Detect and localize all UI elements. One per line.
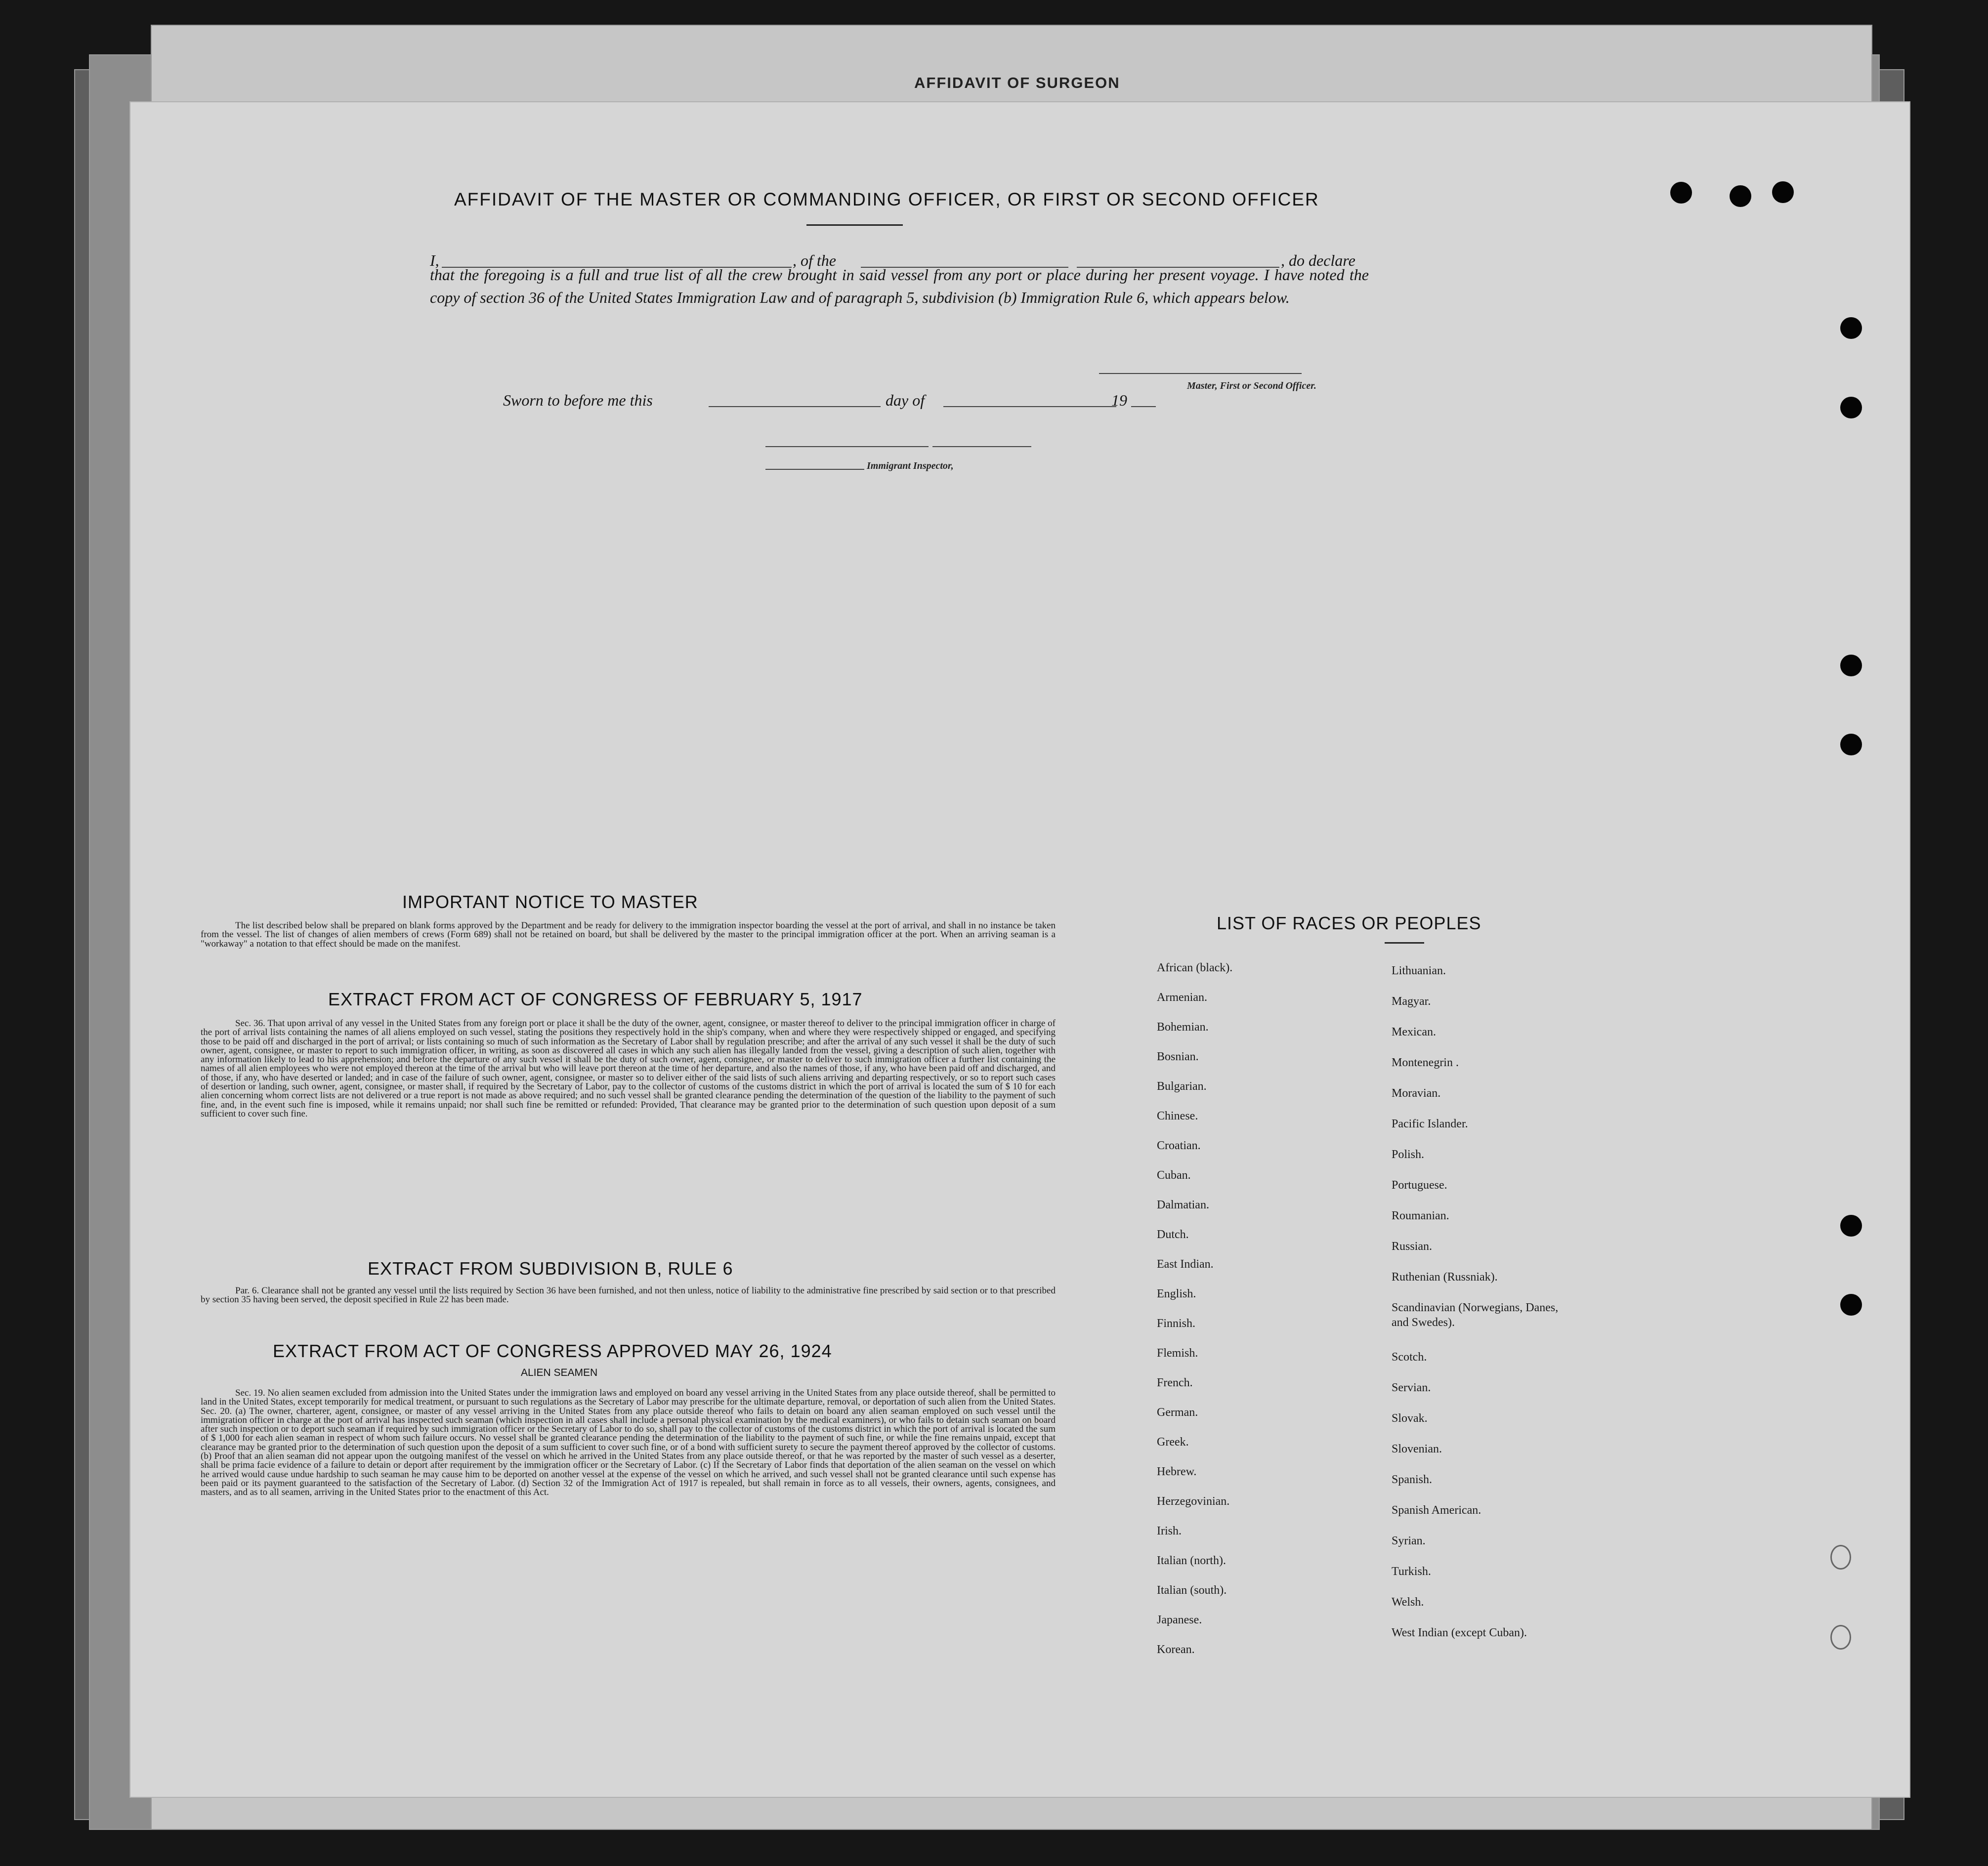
race-item: Armenian.: [1157, 991, 1207, 1004]
notice-text: The list described below shall be prepared on blank forms approved by the Department and be ready for delivery to the immigration inspector boarding the vessel at the port of arrival, and shall in no instance be taken from the vessel. The list of changes of alien members of crews (Form 689) shall not be retained on board, but shall be delivered by the master to the principal immigration officer at the port. When an arriving seaman is a "workaway" a notation to that effect should be made on the manifest.: [201, 920, 1056, 949]
race-item: Spanish American.: [1392, 1504, 1481, 1517]
master-signature-line[interactable]: [1099, 373, 1302, 374]
race-item: Chinese.: [1157, 1110, 1198, 1122]
races-right-column: [1392, 963, 1599, 1754]
race-item: Spanish.: [1392, 1473, 1433, 1486]
affidavit-title: AFFIDAVIT OF THE MASTER OR COMMANDING OFFICER, OR FIRST OR SECOND OFFICER: [454, 189, 1319, 209]
race-item: Italian (south).: [1157, 1584, 1227, 1597]
race-item: Lithuanian.: [1392, 964, 1446, 977]
race-item: Herzegovinian.: [1157, 1495, 1230, 1508]
race-item: Cuban.: [1157, 1169, 1191, 1182]
race-item: Roumanian.: [1392, 1209, 1449, 1222]
race-item: English.: [1157, 1287, 1196, 1300]
race-item: Servian.: [1392, 1381, 1431, 1394]
punch-hole-icon: [1840, 734, 1862, 755]
surgeon-affidavit-title: AFFIDAVIT OF SURGEON: [914, 74, 1120, 91]
race-item: Mexican.: [1392, 1026, 1436, 1038]
sworn-label: Sworn to before me this: [503, 391, 653, 409]
race-item: Pacific Islander.: [1392, 1118, 1468, 1130]
race-item: Ruthenian (Russniak).: [1392, 1271, 1498, 1284]
punch-hole-icon: [1670, 182, 1692, 204]
punch-hole-icon: [1730, 185, 1751, 207]
race-item: Finnish.: [1157, 1317, 1196, 1330]
race-item: Korean.: [1157, 1643, 1195, 1656]
extract-1924-title: EXTRACT FROM ACT OF CONGRESS APPROVED MAY 26, 1924: [273, 1341, 832, 1361]
race-item: East Indian.: [1157, 1258, 1214, 1271]
extract-1917-text: Sec. 36. That upon arrival of any vessel in the United States from any foreign port or place it shall be the duty of the owner, agent, consignee, or master thereof to deliver to the principal immigration officer in charge of the port of arrival lists containing the names of all aliens employed on such vessel, stating the positions they respectively hold in the ship's company, when and where they were respectively shipped or engaged, and specifying those to be paid off and discharged in the port of arrival; or lists containing so much of such information as the Secretary of Labor shall by regulation prescribe; and after the arrival of any such vessel it shall be the duty of such owner, agent, consignee, or master to report to such immigration officer, in writing, as soon as discovered all cases in which any such alien has illegally landed from the vessel, giving a description of such alien, together with any information likely to lead to his apprehension; and before the departure of any such vessel it shall be the duty of such owner, agent, consignee, or master to deliver to such immigration officer a further list containing the names of all alien employees who were not employed thereon at the time of the arrival but who will leave port thereon at the time of her departure, and also the names of those, if any, who have been paid off and discharged, and of those, if any, who have deserted or landed; and in case of the failure of such owner, agent, consignee, or master so to deliver either of the said lists of such aliens arriving and departing respectively, or so to report such cases of desertion or landing, such owner, agent, consignee, or master shall, if required by the Secretary of Labor, pay to the collector of customs of the customs district in which the port of arrival is located the sum of $ 10 for each alien concerning whom correct lists are not delivered or a true report is not made as above required; and no such vessel shall be granted clearance pending the determination of the question of the liability to the payment of such fine, and, in the event such fine is imposed, while it remains unpaid; nor shall such fine be remitted or refunded: Provided, That clearance may be granted prior to the determination of such question upon deposit of a sum sufficient to cover such fine.: [201, 1018, 1056, 1119]
race-item: Magyar.: [1392, 995, 1431, 1008]
race-item: Japanese.: [1157, 1614, 1202, 1626]
race-item: Dutch.: [1157, 1228, 1189, 1241]
alien-seamen-subtitle: ALIEN SEAMEN: [521, 1367, 598, 1378]
races-left-column: [1157, 960, 1364, 1751]
race-item: Croatian.: [1157, 1139, 1201, 1152]
race-item: Greek.: [1157, 1436, 1189, 1449]
punch-hole-icon: [1840, 1294, 1862, 1316]
race-item: Polish.: [1392, 1148, 1425, 1161]
race-item: Dalmatian.: [1157, 1199, 1209, 1211]
sworn-month-blank[interactable]: [943, 406, 1116, 407]
punch-hole-icon: [1840, 317, 1862, 339]
declaration-text: that the foregoing is a full and true list of all the crew brought in said vessel from any port or place during her present voyage. I have noted the copy of section 36 of the United States Immigration Law and of paragraph 5, subdivision (b) Immigration Rule 6, which appears below.: [430, 266, 1369, 306]
race-item: Flemish.: [1157, 1347, 1198, 1360]
rule6-text: Par. 6. Clearance shall not be granted any vessel until the lists required by Section 36 have been furnished, and not then unless, notice of liability to the administrative fine prescribed by said section or to that prescribed by section 35 having been served, the deposit specified in Rule 22 has been made.: [201, 1285, 1056, 1305]
race-item: Portuguese.: [1392, 1179, 1447, 1192]
year-prefix: 19: [1111, 391, 1127, 409]
race-item: Bohemian.: [1157, 1021, 1209, 1034]
punch-ring-icon: [1830, 1625, 1851, 1650]
extract-1924-text: Sec. 19. No alien seamen excluded from admission into the United States under the immigration laws and employed on board any vessel arriving in the United States from any place outside thereof, shall be permitted to land in the United States, except temporarily for medical treatment, or pursuant to such regulations as the Secretary of Labor may prescribe for the ultimate departure, removal, or deportation of such alien from the United States. Sec. 20. (a) The owner, charterer, agent, consignee, or master of any vessel arriving in the United States from any place outside thereof who fails to detain on board any alien seaman employed on such vessel until the immigration officer in charge at the port of arrival has inspected such seaman (which inspection in all cases shall include a personal physical examination by the medical examiners), or who fails to detain such seaman on board after such inspection or to deport such seaman if required by such immigration officer or the Secretary of Labor to do so, shall pay to the collector of customs of the customs district in which the port of arrival is located the sum of $ 1,000 for each alien seaman in respect of whom such failure occurs. No vessel shall be granted clearance pending the determination of the liability to the payment of such fine, or while the fine remains unpaid, except that clearance may be granted prior to the determination of such question upon the deposit of a sum sufficient to cover such fine, or of a bond with sufficient surety to secure the payment thereof approved by the collector of customs. (b) Proof that an alien seaman did not appear upon the outgoing manifest of the vessel on which he arrived in the United States from any place outside thereof, or that he was reported by the master of such vessel as a deserter, shall be prima facie evidence of a failure to detain or deport after requirement by the immigration officer or the Secretary of Labor. (c) If the Secretary of Labor finds that deportation of the alien seaman on the vessel on which he arrived would cause undue hardship to such seaman he may cause him to be deported on another vessel at the expense of the vessel on which he arrived, and such vessel shall not be granted clearance until such expense has been paid or its payment guaranteed to the satisfaction of the Secretary of Labor. (d) Section 32 of the Immigration Act of 1917 is repealed, but shall remain in force as to all vessels, their owners, agents, consignees, and masters, and as to all seamen, arriving in the United States prior to the enactment of this Act.: [201, 1388, 1056, 1498]
rule6-title: EXTRACT FROM SUBDIVISION B, RULE 6: [368, 1258, 733, 1279]
race-item: Scotch.: [1392, 1351, 1427, 1364]
declarant-i: I,: [430, 251, 439, 269]
master-caption: Master, First or Second Officer.: [1187, 380, 1316, 391]
race-item: Welsh.: [1392, 1596, 1424, 1609]
races-title: LIST OF RACES OR PEOPLES: [1217, 913, 1481, 933]
race-item: Hebrew.: [1157, 1465, 1197, 1478]
punch-hole-icon: [1840, 1215, 1862, 1237]
race-item: Slovak.: [1392, 1412, 1428, 1425]
inspector-signature-line[interactable]: [765, 446, 929, 447]
notice-title: IMPORTANT NOTICE TO MASTER: [402, 892, 698, 912]
race-item: German.: [1157, 1406, 1198, 1419]
inspector-line-3[interactable]: [765, 469, 864, 470]
punch-hole-icon: [1840, 655, 1862, 676]
day-of-label: day of: [886, 391, 925, 409]
race-item: Bosnian.: [1157, 1050, 1199, 1063]
race-item: Bulgarian.: [1157, 1080, 1207, 1093]
race-item: Scandinavian (Norwegians, Danes, and Swedes).: [1392, 1301, 1559, 1329]
race-item: Italian (north).: [1157, 1554, 1226, 1567]
races-underline: [1385, 942, 1424, 944]
race-item: West Indian (except Cuban).: [1392, 1626, 1527, 1639]
race-item: Russian.: [1392, 1240, 1433, 1253]
inspector-signature-line-2[interactable]: [932, 446, 1031, 447]
punch-ring-icon: [1830, 1545, 1851, 1570]
punch-hole-icon: [1772, 181, 1794, 203]
title-underline: [806, 224, 903, 226]
punch-hole-icon: [1840, 397, 1862, 418]
race-item: Irish.: [1157, 1525, 1182, 1537]
do-declare-label: , do declare: [1281, 251, 1355, 269]
race-item: French.: [1157, 1376, 1193, 1389]
race-item: Turkish.: [1392, 1565, 1431, 1578]
race-item: Slovenian.: [1392, 1443, 1442, 1455]
sworn-year-blank[interactable]: [1131, 406, 1156, 407]
race-item: Syrian.: [1392, 1534, 1426, 1547]
form-sheet: [129, 101, 1910, 1798]
of-the-label: , of the: [793, 251, 836, 269]
race-item: Moravian.: [1392, 1087, 1441, 1100]
race-item: Montenegrin .: [1392, 1056, 1459, 1069]
sworn-day-blank[interactable]: [709, 406, 881, 407]
inspector-caption: Immigrant Inspector,: [867, 460, 954, 471]
race-item: African (black).: [1157, 961, 1233, 974]
extract-1917-title: EXTRACT FROM ACT OF CONGRESS OF FEBRUARY 5, 1917: [328, 989, 863, 1009]
